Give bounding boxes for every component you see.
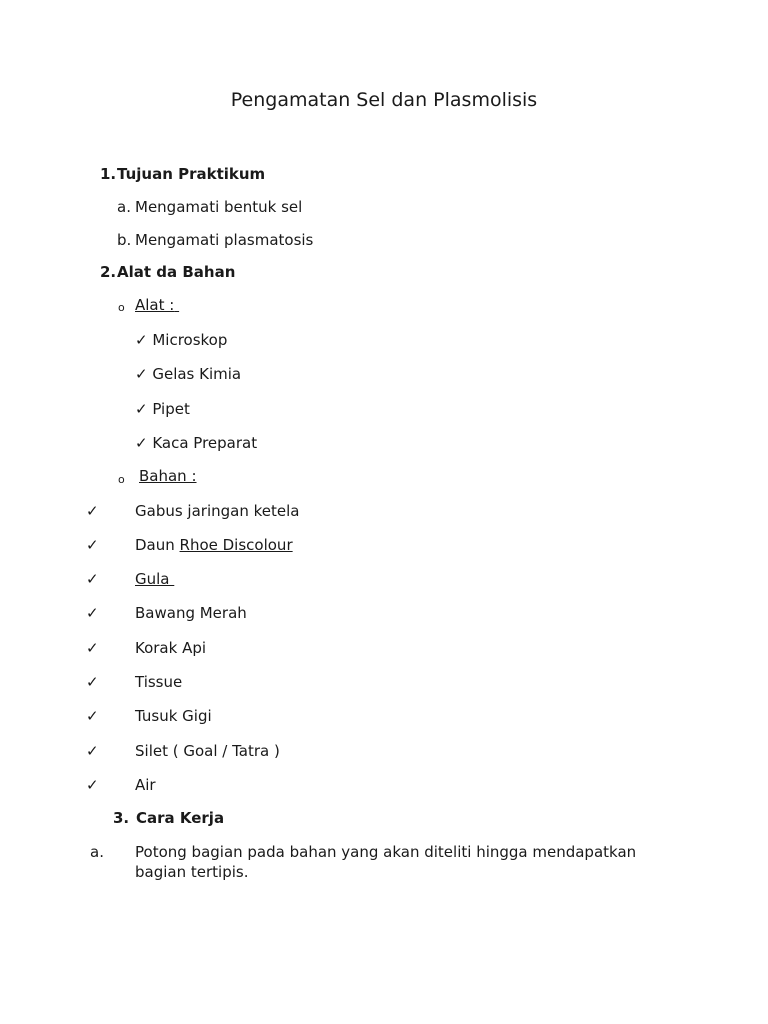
bahan-bullet: o bbox=[118, 473, 125, 486]
alat-label-text: Alat : bbox=[135, 296, 175, 314]
alat-item-pipet: ✓ Pipet bbox=[135, 400, 190, 418]
section3-heading: Cara Kerja bbox=[136, 809, 225, 827]
bahan-item-air: Air bbox=[135, 776, 156, 794]
section3-item-a-text: Potong bagian pada bahan yang akan diteliti hingga mendapatkan bagian tertipis. bbox=[135, 843, 637, 881]
check-icon: ✓ bbox=[86, 604, 99, 622]
bahan-item-bawang-merah: Bawang Merah bbox=[135, 604, 247, 622]
alat-item-microskop: ✓ Microskop bbox=[135, 331, 228, 349]
check-icon: ✓ bbox=[86, 639, 99, 657]
section1-item-a-marker: a. bbox=[117, 198, 131, 216]
check-icon: ✓ bbox=[86, 776, 99, 794]
bahan-label: Bahan : bbox=[139, 467, 197, 485]
section1-number: 1. bbox=[100, 165, 117, 183]
alat-item-kaca-preparat: ✓ Kaca Preparat bbox=[135, 434, 258, 452]
section3-number: 3. bbox=[113, 809, 130, 827]
section2-number: 2. bbox=[100, 263, 117, 281]
check-icon: ✓ bbox=[86, 502, 99, 520]
bahan-item-daun-species: Rhoe Discolour bbox=[179, 536, 293, 554]
alat-bullet: o bbox=[118, 301, 125, 314]
alat-item-gelas-kimia: ✓ Gelas Kimia bbox=[135, 365, 242, 383]
section3-item-a-marker: a. bbox=[90, 843, 104, 861]
bahan-item-gula bbox=[135, 569, 174, 589]
section2-heading: Alat da Bahan bbox=[117, 263, 236, 281]
bahan-item-silet: Silet ( Goal / Tatra ) bbox=[135, 742, 280, 760]
section1-heading: Tujuan Praktikum bbox=[117, 165, 266, 183]
bahan-item-gabus: Gabus jaringan ketela bbox=[135, 502, 300, 520]
bahan-item-gula-text: Gula bbox=[135, 570, 170, 588]
document-title: Pengamatan Sel dan Plasmolisis bbox=[230, 89, 538, 111]
bahan-item-tusuk-gigi: Tusuk Gigi bbox=[135, 707, 212, 725]
bahan-item-korak-api: Korak Api bbox=[135, 639, 207, 657]
check-icon: ✓ bbox=[86, 536, 99, 554]
bahan-item-daun bbox=[135, 535, 293, 555]
check-icon: ✓ bbox=[86, 742, 99, 760]
check-icon: ✓ bbox=[86, 570, 99, 588]
bahan-item-tissue: Tissue bbox=[135, 673, 183, 691]
bahan-item-daun-prefix: Daun bbox=[135, 536, 180, 554]
section1-item-b-text: Mengamati plasmatosis bbox=[135, 231, 314, 249]
section1-item-b-marker: b. bbox=[117, 231, 132, 249]
check-icon: ✓ bbox=[86, 673, 99, 691]
check-icon: ✓ bbox=[86, 707, 99, 725]
section1-item-a-text: Mengamati bentuk sel bbox=[135, 198, 303, 216]
alat-label bbox=[135, 295, 179, 315]
